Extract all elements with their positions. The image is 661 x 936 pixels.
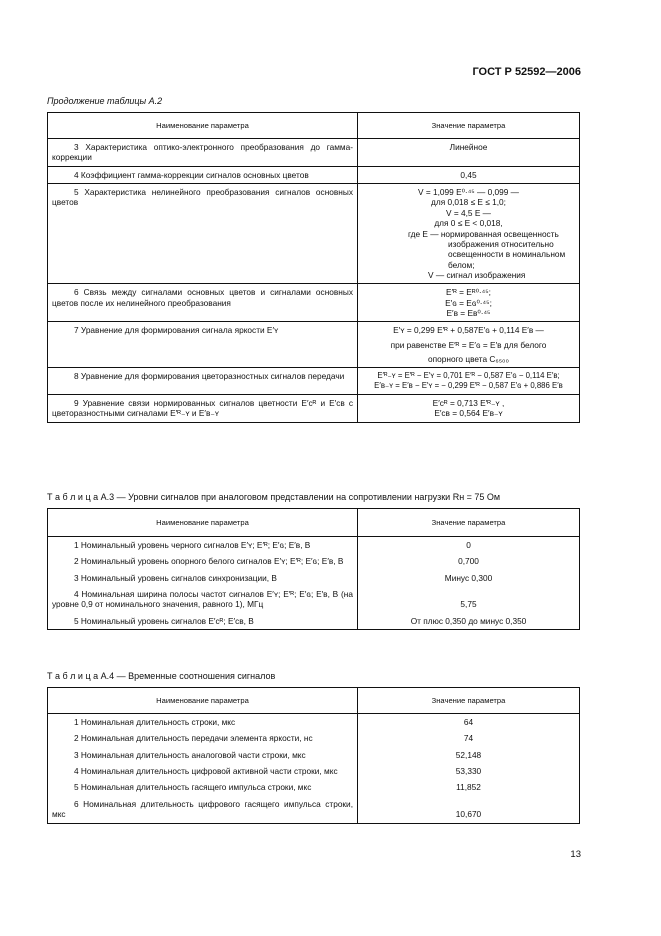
parameter-value: 53,330 (358, 763, 580, 779)
table-header-row (48, 113, 580, 139)
column-header-value: Значение параметра (358, 113, 580, 139)
value-line: где E — нормированная освещенность (408, 228, 559, 239)
parameter-value (358, 166, 580, 183)
table-row (48, 613, 580, 630)
value-line: E′ᴄʙ = 0,564 E′ʙ₋ʏ (434, 408, 503, 419)
value-line: для 0 ≤ E < 0,018, (434, 218, 503, 229)
page-number: 13 (570, 849, 581, 860)
value-line: V — сигнал изображения (428, 269, 526, 280)
table-row (48, 284, 580, 322)
parameter-value: 74 (358, 730, 580, 746)
table-row (48, 796, 580, 823)
table-row (48, 166, 580, 183)
parameter-value: Минус 0,300 (358, 570, 580, 586)
parameter-name: 8 Уравнение для формирования цветоразностных сигналов передачи (48, 368, 358, 394)
parameter-value: От плюс 0,350 до минус 0,350 (358, 613, 580, 630)
parameter-name: 3 Номинальный уровень сигналов синхронизации, В (48, 570, 358, 586)
column-header-value: Значение параметра (358, 509, 580, 537)
table-row (48, 586, 580, 613)
value-line: E′ʙ = Eʙ⁰·⁴⁵ (446, 308, 491, 319)
parameter-value (358, 322, 580, 368)
parameter-name: 3 Номинальная длительность аналоговой части строки, мкс (48, 747, 358, 763)
parameter-name: 7 Уравнение для формирования сигнала яркости E′ʏ (48, 322, 358, 368)
parameter-value: 0,700 (358, 553, 580, 569)
table-row (48, 368, 580, 394)
value-line: E′ᴿ = Eᴿ⁰·⁴⁵; (446, 287, 491, 298)
parameter-name: 6 Связь между сигналами основных цветов и сигналами основных цветов после их нелинейного преобразования (48, 284, 358, 322)
parameter-value (358, 139, 580, 167)
parameter-name: 2 Номинальный уровень опорного белого сигналов E′ʏ; E′ᴿ; E′ɢ; E′ʙ, В (48, 553, 358, 569)
column-header-value: Значение параметра (358, 688, 580, 714)
value-line: E′ɢ = Eɢ⁰·⁴⁵; (445, 297, 492, 308)
parameter-name: 1 Номинальная длительность строки, мкс (48, 714, 358, 731)
table-row (48, 763, 580, 779)
value-line: при равенстве E′ᴿ = E′ɢ = E′ʙ для белого (390, 339, 547, 350)
table-a3-caption: Т а б л и ц а А.3 — Уровни сигналов при аналоговом представлении на сопротивлении нагрузки Rн = 75 Ом (47, 492, 501, 502)
parameter-value (358, 284, 580, 322)
table-a3 (47, 508, 580, 630)
column-header-name: Наименование параметра (48, 113, 358, 139)
table-row (48, 322, 580, 368)
value-line: изображения относительно (448, 238, 554, 249)
parameter-name: 6 Номинальная длительность цифрового гасящего импульса строки, мкс (48, 796, 358, 823)
parameter-value: 11,852 (358, 779, 580, 795)
value-line: E′ᴿ₋ʏ = E′ᴿ − E′ʏ = 0,701 E′ᴿ − 0,587 E′ɢ − 0,114 E′ʙ; (377, 371, 560, 381)
parameter-value: 52,148 (358, 747, 580, 763)
parameter-name: 5 Номинальная длительность гасящего импульса строки, мкс (48, 779, 358, 795)
table-a4-caption: Т а б л и ц а А.4 — Временные соотношения сигналов (47, 671, 276, 681)
parameter-value (358, 394, 580, 422)
value-line: белом; (448, 259, 475, 270)
parameter-name: 4 Номинальная ширина полосы частот сигналов E′ʏ; E′ᴿ; E′ɢ; E′ʙ, В (на уровне 0,9 от номинального значения, равного 1), МГц (48, 586, 358, 613)
value-line: E′ʙ₋ʏ = E′ʙ − E′ʏ = − 0,299 E′ᴿ − 0,587 E′ɢ + 0,886 E′ʙ (374, 381, 563, 391)
table-row (48, 779, 580, 795)
value-line: V = 4,5 E — (446, 207, 491, 218)
value-line: освещенности в номинальном (448, 249, 566, 260)
value-line: 0,45 (460, 169, 477, 180)
parameter-name: 2 Номинальная длительность передачи элемента яркости, нс (48, 730, 358, 746)
standard-code: ГОСТ Р 52592—2006 (472, 66, 581, 78)
table-a2-continuation-title: Продолжение таблицы А.2 (47, 96, 163, 106)
parameter-name: 5 Характеристика нелинейного преобразования сигналов основных цветов (48, 184, 358, 284)
table-row (48, 394, 580, 422)
table-row (48, 570, 580, 586)
table-row (48, 553, 580, 569)
table-row (48, 537, 580, 554)
value-line: V = 1,099 E⁰·⁴⁵ — 0,099 — (418, 187, 519, 198)
parameter-name: 4 Коэффициент гамма-коррекции сигналов основных цветов (48, 166, 358, 183)
parameter-name: 4 Номинальная длительность цифровой активной части строки, мкс (48, 763, 358, 779)
table-row (48, 747, 580, 763)
parameter-value (358, 184, 580, 284)
parameter-value (358, 368, 580, 394)
parameter-name: 1 Номинальный уровень черного сигналов E′ʏ; E′ᴿ; E′ɢ; E′ʙ, В (48, 537, 358, 554)
table-a2 (47, 112, 580, 423)
parameter-name: 5 Номинальный уровень сигналов E′ᴄᴿ; E′ᴄʙ, В (48, 613, 358, 630)
table-row (48, 714, 580, 731)
table-row (48, 139, 580, 167)
parameter-value: 64 (358, 714, 580, 731)
table-a4 (47, 687, 580, 824)
value-line: опорного цвета C₆₅₀₀ (428, 354, 509, 365)
parameter-name: 9 Уравнение связи нормированных сигналов цветности E′ᴄᴿ и E′ᴄʙ с цветоразностными сигналами E′ᴿ₋ʏ и E′ʙ₋ʏ (48, 394, 358, 422)
table-row (48, 730, 580, 746)
parameter-value: 0 (358, 537, 580, 554)
column-header-name: Наименование параметра (48, 688, 358, 714)
value-line: для 0,018 ≤ E ≤ 1,0; (431, 197, 506, 208)
value-line: E′ᴄᴿ = 0,713 E′ᴿ₋ʏ , (432, 397, 505, 408)
table-header-row (48, 509, 580, 537)
parameter-value: 10,670 (358, 796, 580, 823)
parameter-name: 3 Характеристика оптико-электронного преобразования до гамма-коррекции (48, 139, 358, 167)
table-row (48, 184, 580, 284)
value-line: Линейное (449, 142, 488, 152)
column-header-name: Наименование параметра (48, 509, 358, 537)
table-header-row (48, 688, 580, 714)
value-line: E′ʏ = 0,299 E′ᴿ + 0,587E′ɢ + 0,114 E′ʙ — (393, 325, 544, 336)
parameter-value: 5,75 (358, 586, 580, 613)
